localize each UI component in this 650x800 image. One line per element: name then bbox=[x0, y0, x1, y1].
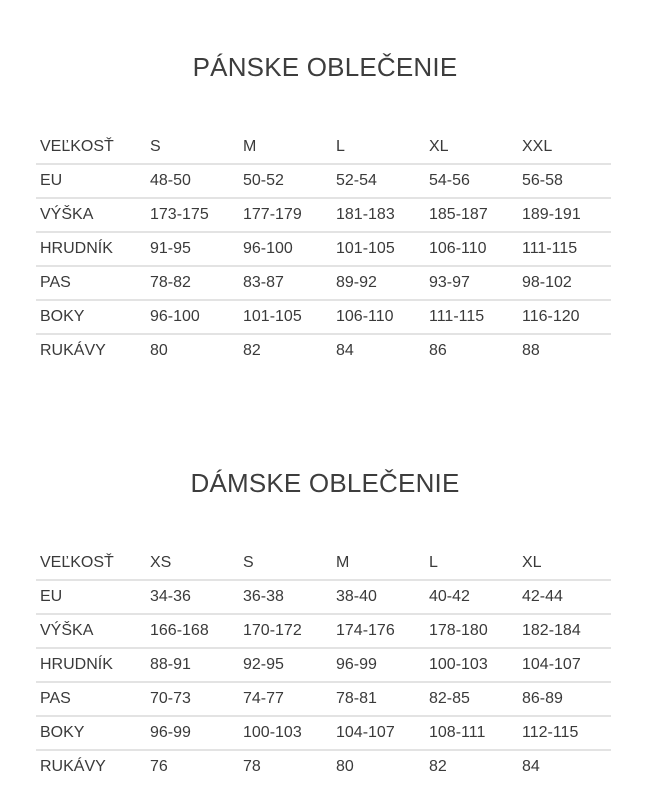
table-cell: 96-100 bbox=[146, 300, 239, 334]
table-cell: 182-184 bbox=[518, 614, 611, 648]
table-cell: 84 bbox=[518, 750, 611, 783]
header-cell: L bbox=[336, 138, 345, 155]
table-cell: 40-42 bbox=[425, 580, 518, 614]
header-cell: S bbox=[150, 138, 161, 155]
row-label: RUKÁVY bbox=[36, 334, 146, 367]
table-cell: 185-187 bbox=[425, 198, 518, 232]
table-cell: 80 bbox=[146, 334, 239, 367]
table-cell: 76 bbox=[146, 750, 239, 783]
table-cell: 48-50 bbox=[146, 164, 239, 198]
table-cell: 96-99 bbox=[146, 716, 239, 750]
table-cell: 83-87 bbox=[239, 266, 332, 300]
table-cell: 82 bbox=[425, 750, 518, 783]
table-cell: 50-52 bbox=[239, 164, 332, 198]
table-row bbox=[36, 580, 611, 614]
header-cell: S bbox=[243, 554, 254, 571]
table-row bbox=[36, 750, 611, 783]
row-label: EU bbox=[36, 580, 146, 614]
table-cell: 80 bbox=[332, 750, 425, 783]
table-row bbox=[36, 300, 611, 334]
table-cell: 98-102 bbox=[518, 266, 611, 300]
table-row bbox=[36, 716, 611, 750]
table-cell: 96-100 bbox=[239, 232, 332, 266]
table-cell: 84 bbox=[332, 334, 425, 367]
table-cell: 88 bbox=[518, 334, 611, 367]
table-cell: 82 bbox=[239, 334, 332, 367]
table-cell: 96-99 bbox=[332, 648, 425, 682]
table-row bbox=[36, 682, 611, 716]
table-cell: 82-85 bbox=[425, 682, 518, 716]
mens-size-table bbox=[36, 131, 611, 367]
row-label: VÝŠKA bbox=[36, 614, 146, 648]
table-cell: 173-175 bbox=[146, 198, 239, 232]
table-cell: 78 bbox=[239, 750, 332, 783]
table-cell: 74-77 bbox=[239, 682, 332, 716]
header-cell: XXL bbox=[522, 138, 553, 155]
table-cell: 91-95 bbox=[146, 232, 239, 266]
table-cell: 89-92 bbox=[332, 266, 425, 300]
table-row bbox=[36, 232, 611, 266]
table-cell: 166-168 bbox=[146, 614, 239, 648]
table-cell: 170-172 bbox=[239, 614, 332, 648]
table-row bbox=[36, 334, 611, 367]
table-cell: 104-107 bbox=[332, 716, 425, 750]
row-label: VÝŠKA bbox=[36, 198, 146, 232]
table-header-row bbox=[36, 131, 611, 164]
header-cell: XS bbox=[150, 554, 172, 571]
table-cell: 78-81 bbox=[332, 682, 425, 716]
table-cell: 70-73 bbox=[146, 682, 239, 716]
table-cell: 111-115 bbox=[518, 232, 611, 266]
table-cell: 106-110 bbox=[332, 300, 425, 334]
table-row bbox=[36, 614, 611, 648]
table-cell: 100-103 bbox=[425, 648, 518, 682]
table-header-row bbox=[36, 547, 611, 580]
table-cell: 108-111 bbox=[425, 716, 518, 750]
womens-size-table bbox=[36, 547, 611, 783]
table-cell: 100-103 bbox=[239, 716, 332, 750]
table-row bbox=[36, 266, 611, 300]
table-cell: 78-82 bbox=[146, 266, 239, 300]
table-cell: 52-54 bbox=[332, 164, 425, 198]
row-label: PAS bbox=[36, 682, 146, 716]
table-cell: 106-110 bbox=[425, 232, 518, 266]
table-cell: 101-105 bbox=[332, 232, 425, 266]
table-row bbox=[36, 164, 611, 198]
table-cell: 86-89 bbox=[518, 682, 611, 716]
row-label: EU bbox=[36, 164, 146, 198]
table-cell: 38-40 bbox=[332, 580, 425, 614]
header-cell: VEĽKOSŤ bbox=[40, 138, 114, 155]
header-cell: XL bbox=[522, 554, 542, 571]
row-label: PAS bbox=[36, 266, 146, 300]
row-label: HRUDNÍK bbox=[36, 232, 146, 266]
table-cell: 93-97 bbox=[425, 266, 518, 300]
table-cell: 92-95 bbox=[239, 648, 332, 682]
row-label: BOKY bbox=[36, 716, 146, 750]
table-cell: 116-120 bbox=[518, 300, 611, 334]
table-cell: 56-58 bbox=[518, 164, 611, 198]
table-cell: 189-191 bbox=[518, 198, 611, 232]
table-cell: 54-56 bbox=[425, 164, 518, 198]
row-label: HRUDNÍK bbox=[36, 648, 146, 682]
table-cell: 42-44 bbox=[518, 580, 611, 614]
table-cell: 104-107 bbox=[518, 648, 611, 682]
table-cell: 112-115 bbox=[518, 716, 611, 750]
header-cell: XL bbox=[429, 138, 449, 155]
header-cell: L bbox=[429, 554, 438, 571]
table-cell: 181-183 bbox=[332, 198, 425, 232]
table-cell: 88-91 bbox=[146, 648, 239, 682]
table-cell: 101-105 bbox=[239, 300, 332, 334]
table-cell: 36-38 bbox=[239, 580, 332, 614]
table-cell: 178-180 bbox=[425, 614, 518, 648]
row-label: BOKY bbox=[36, 300, 146, 334]
table-cell: 111-115 bbox=[425, 300, 518, 334]
mens-section-title: PÁNSKE OBLEČENIE bbox=[192, 52, 458, 82]
row-label: RUKÁVY bbox=[36, 750, 146, 783]
table-cell: 177-179 bbox=[239, 198, 332, 232]
header-cell: VEĽKOSŤ bbox=[40, 554, 114, 571]
womens-section-title: DÁMSKE OBLEČENIE bbox=[190, 468, 460, 498]
table-cell: 174-176 bbox=[332, 614, 425, 648]
table-cell: 34-36 bbox=[146, 580, 239, 614]
header-cell: M bbox=[243, 138, 257, 155]
table-row bbox=[36, 198, 611, 232]
header-cell: M bbox=[336, 554, 350, 571]
table-cell: 86 bbox=[425, 334, 518, 367]
table-row bbox=[36, 648, 611, 682]
